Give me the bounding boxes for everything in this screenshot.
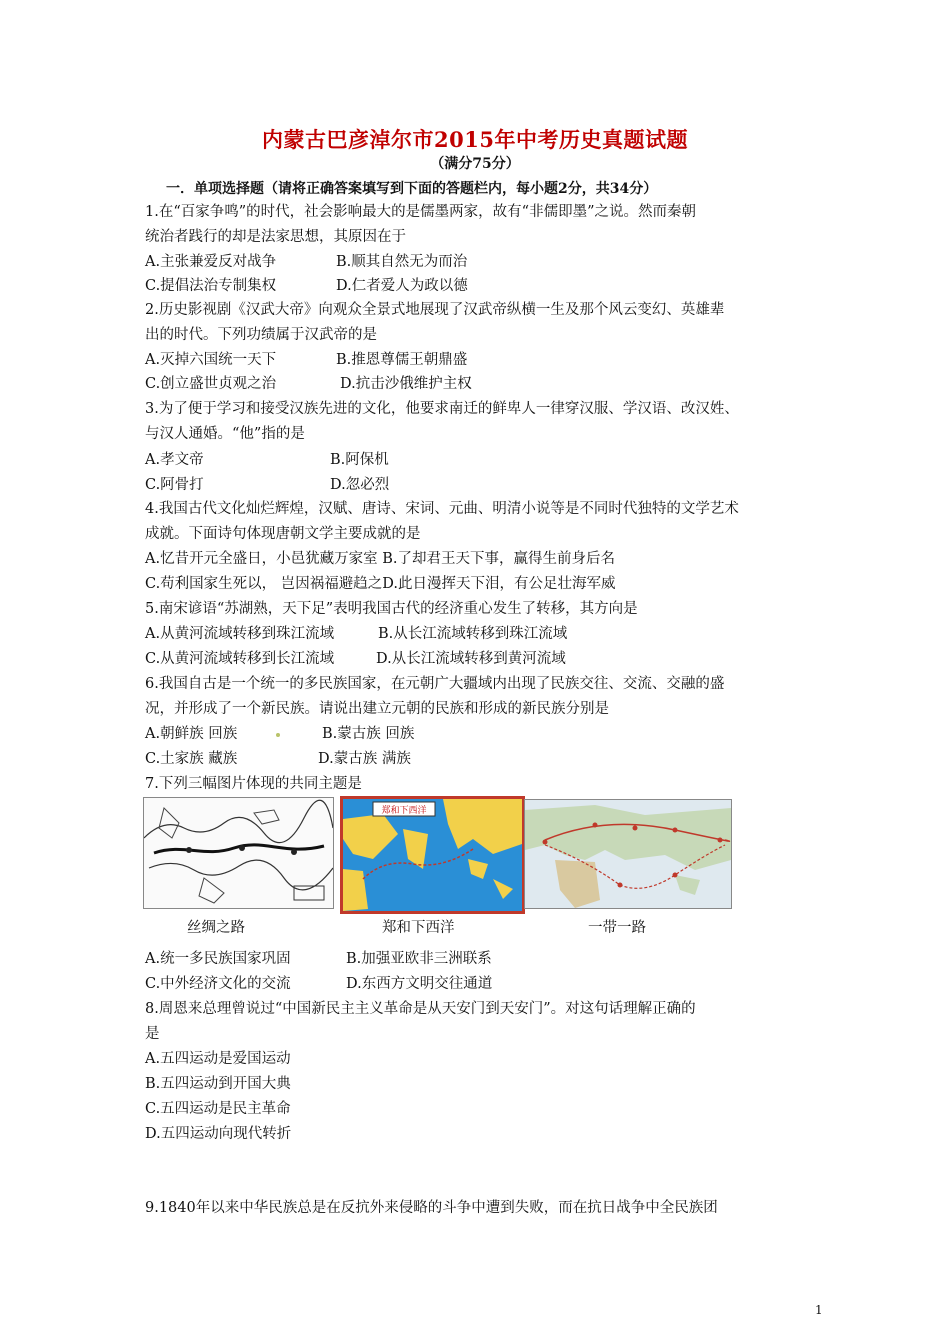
zheng-he-voyages-map-image [340, 796, 525, 914]
q8-option-a: A.五四运动是爱国运动 [145, 1051, 291, 1067]
q3-stem-line1: 3.为了便于学习和接受汉族先进的文化，他要求南迁的鲜卑人一律穿汉服、学汉语、改汉姓、 [145, 401, 739, 417]
section-heading: 一．单项选择题（请将正确答案填写到下面的答题栏内，每小题2分，共34分） [166, 181, 658, 197]
q4-options-ab: A.忆昔开元全盛日，小邑犹藏万家室 B.了却君王天下事，赢得生前身后名 [145, 551, 615, 567]
q6-option-a: A.朝鲜族 回族 [145, 726, 238, 742]
q5-option-c: C.从黄河流域转移到长江流域 [145, 651, 335, 667]
q6-stem-line2: 况，并形成了一个新民族。请说出建立元朝的民族和形成的新民族分别是 [145, 701, 609, 717]
caption-zheng-he: 郑和下西洋 [382, 920, 455, 936]
q7-option-c: C.中外经济文化的交流 [145, 976, 291, 992]
page-number: 1 [815, 1303, 823, 1317]
q5-stem-line1: 5.南宋谚语“苏湖熟，天下足”表明我国古代的经济重心发生了转移，其方向是 [145, 601, 638, 617]
q7-stem-line1: 7.下列三幅图片体现的共同主题是 [145, 776, 362, 792]
q8-option-c: C.五四运动是民主革命 [145, 1101, 291, 1117]
q3-stem-line2: 与汉人通婚。“他”指的是 [145, 426, 305, 442]
q3-option-b: B.阿保机 [330, 452, 389, 468]
q3-option-a: A.孝文帝 [145, 452, 204, 468]
q8-stem-line1: 8.周恩来总理曾说过“中国新民主主义革命是从天安门到天安门”。对这句话理解正确的 [145, 1001, 696, 1017]
q1-stem-line2: 统治者践行的却是法家思想，其原因在于 [145, 229, 406, 245]
q8-option-b: B.五四运动到开国大典 [145, 1076, 291, 1092]
belt-and-road-map-image [524, 799, 732, 909]
q7-option-d: D.东西方文明交往通道 [346, 976, 493, 992]
q2-option-d: D.抗击沙俄维护主权 [340, 376, 472, 392]
q3-option-c: C.阿骨打 [145, 477, 204, 493]
q5-option-d: D.从长江流域转移到黄河流域 [376, 651, 566, 667]
q7-option-a: A.统一多民族国家巩固 [145, 951, 291, 967]
q2-option-c: C.创立盛世贞观之治 [145, 376, 277, 392]
caption-silk-road: 丝绸之路 [187, 920, 245, 936]
q1-option-a: A.主张兼爱反对战争 [145, 254, 277, 270]
q1-option-c: C.提倡法治专制集权 [145, 278, 277, 294]
zheng-he-map-label: 郑和下西洋 [381, 806, 427, 816]
page-title: 内蒙古巴彦淖尔市2015年中考历史真题试题 [262, 127, 688, 152]
q2-stem-line2: 出的时代。下列功绩属于汉武帝的是 [145, 327, 377, 343]
q6-option-d: D.蒙古族 满族 [318, 751, 411, 767]
q5-option-a: A.从黄河流域转移到珠江流域 [145, 626, 335, 642]
q8-stem-line2: 是 [145, 1026, 160, 1042]
q2-option-b: B.推恩尊儒王朝鼎盛 [336, 352, 468, 368]
stray-mark [276, 733, 280, 737]
q4-options-cd: C.苟利国家生死以， 岂因祸福避趋之D.此日漫挥天下泪，有公足壮海军威 [145, 576, 616, 592]
q5-option-b: B.从长江流域转移到珠江流域 [378, 626, 568, 642]
q2-stem-line1: 2.历史影视剧《汉武大帝》向观众全景式地展现了汉武帝纵横一生及那个风云变幻、英雄辈 [145, 302, 725, 318]
q4-stem-line2: 成就。下面诗句体现唐朝文学主要成就的是 [145, 526, 421, 542]
q8-option-d: D.五四运动向现代转折 [145, 1126, 292, 1142]
q1-stem-line1: 1.在“百家争鸣”的时代，社会影响最大的是儒墨两家，故有“非儒即墨”之说。然而秦朝 [145, 204, 696, 220]
q9-stem-line1: 9.1840年以来中华民族总是在反抗外来侵略的斗争中遭到失败，而在抗日战争中全民族团 [145, 1200, 718, 1216]
caption-belt-and-road: 一带一路 [588, 920, 646, 936]
full-score-note: （满分75分） [430, 156, 520, 172]
q1-option-b: B.顺其自然无为而治 [336, 254, 468, 270]
q4-stem-line1: 4.我国古代文化灿烂辉煌，汉赋、唐诗、宋词、元曲、明清小说等是不同时代独特的文学艺术 [145, 501, 739, 517]
q7-option-b: B.加强亚欧非三洲联系 [346, 951, 492, 967]
silk-road-map-image [143, 797, 334, 909]
q6-option-c: C.土家族 藏族 [145, 751, 238, 767]
q6-option-b: B.蒙古族 回族 [322, 726, 415, 742]
q6-stem-line1: 6.我国自古是一个统一的多民族国家，在元朝广大疆域内出现了民族交往、交流、交融的盛 [145, 676, 725, 692]
q3-option-d: D.忽必烈 [330, 477, 390, 493]
q1-option-d: D.仁者爱人为政以德 [336, 278, 468, 294]
q2-option-a: A.灭掉六国统一天下 [145, 352, 277, 368]
